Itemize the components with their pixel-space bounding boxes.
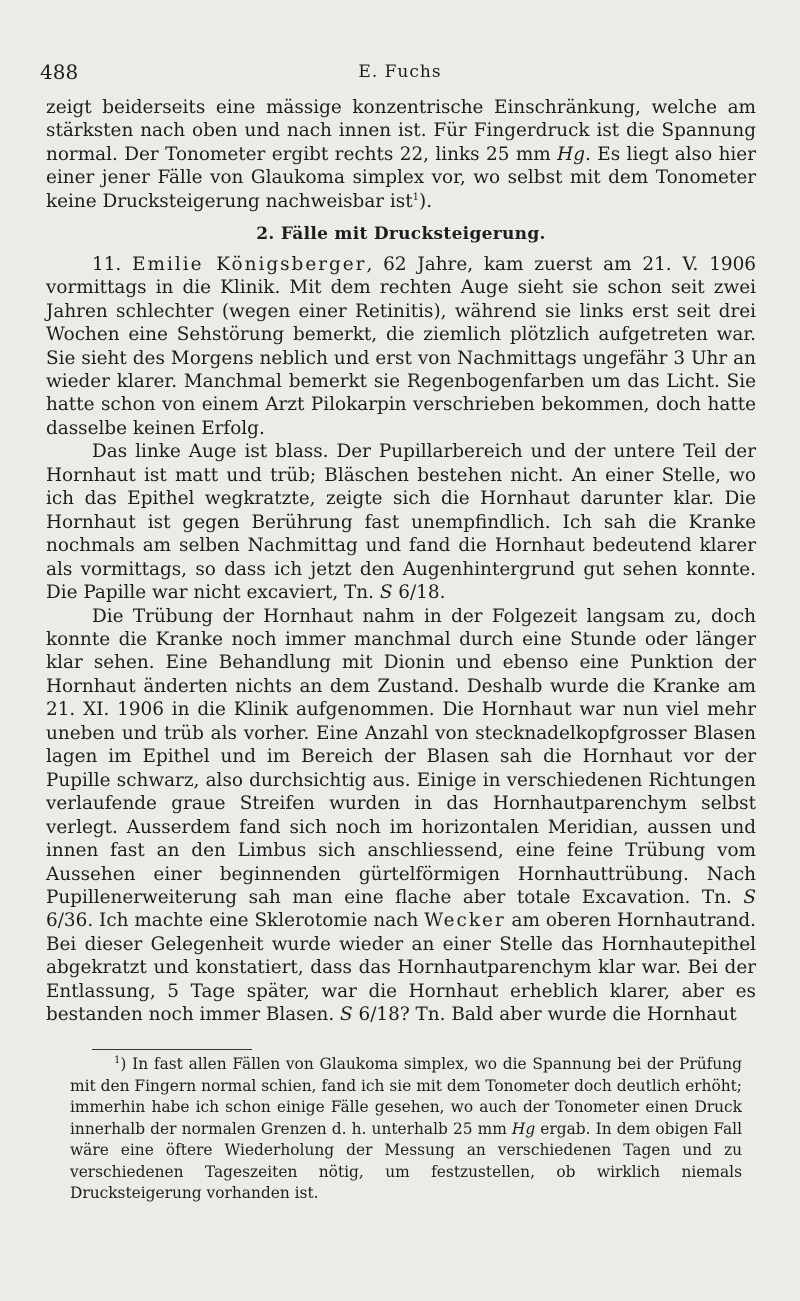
author-name: Wecker [424, 910, 506, 932]
footnotes [70, 1054, 742, 1205]
patient-name: Emilie Königsberger [132, 253, 367, 275]
page-number: 488 [40, 60, 79, 84]
body-text [46, 96, 756, 1027]
footnote-reference: 1 [412, 191, 420, 203]
page-header [40, 60, 760, 86]
paragraph-continuation: zeigt beiderseits eine mässige konzentrische Einschränkung, welche am stärksten nach oben und nach innen ist. Für Fingerdruck ist die Spannung normal. Der Tonometer ergibt rechts 22, links 25 mm Hg. Es liegt also hier einer jener Fälle von Glaukoma simplex vor, wo selbst mit dem Tonometer keine Drucksteigerung nachweisbar ist$^1$). [46, 97, 756, 212]
running-head: E. Fuchs [358, 62, 442, 82]
footnote-divider [92, 1049, 252, 1050]
paragraph-case-11: 11. Emilie Königsberger, 62 Jahre, kam zuerst am 21. V. 1906 vormittags in die Klinik. Mit dem rechten Auge sieht sie schon seit zwei Jahren schlechter (wegen einer Retinitis), während sie links erst seit drei Wochen eine Sehstörung bemerkt, die ziemlich plötzlich aufgetreten war. Sie sieht des Morgens neblich und erst von Nachmittags ungefähr 3 Uhr an wieder klarer. Manchmal bemerkt sie Regenbogenfarben um das Licht. Sie hatte schon von einem Arzt Pilokarpin verschrieben bekommen, doch hatte dasselbe keinen Erfolg. [46, 253, 756, 439]
paragraph-progression: Die Trübung der Hornhaut nahm in der Folgezeit langsam zu, doch konnte die Kranke noch immer manchmal durch eine Stunde oder länger klar sehen. Eine Behandlung mit Dionin und ebenso eine Punktion der Hornhaut änderten nichts an dem Zustand. Deshalb wurde die Kranke am 21. XI. 1906 in die Klinik aufgenommen. Die Hornhaut war nun viel mehr uneben und trüb als vorher. Eine Anzahl von stecknadelkopfgrosser Blasen lagen im Epithel und im Bereich der Blasen sah die Hornhaut vor der Pupille schwarz, also durchsichtig aus. Einige in verschiedenen Richtungen verlaufende graue Streifen wurden in das Hornhautparenchym selbst verlegt. Ausserdem fand sich noch im horizontalen Meridian, aussen und innen fast an den Limbus sich anschliessend, eine feine Trübung vom Aussehen einer beginnenden gürtelförmigen Hornhauttrübung. Nach Pupillenerweiterung sah man eine flache aber totale Excavation. Tn. S 6/36. Ich machte eine Sklerotomie nach Wecker am oberen Hornhautrand. Bei dieser Gelegenheit wurde wieder an einer Stelle das Hornhautepithel abgekratzt und konstatiert, dass das Hornhautparenchym klar war. Bei der Entlassung, 5 Tage später, war die Hornhaut erheblich klarer, aber es bestanden noch immer Blasen. S 6/18? Tn. Bald aber wurde die Hornhaut [46, 605, 756, 1026]
footnote-1: $^1$) In fast allen Fällen von Glaukoma simplex, wo die Spannung bei der Prüfung mit den Fingern normal schien, fand ich sie mit dem Tonometer doch deutlich erhöht; immerhin habe ich schon einige Fälle gesehen, wo auch der Tonometer einen Druck innerhalb der normalen Grenzen d. h. unterhalb 25 mm Hg ergab. In dem obigen Fall wäre eine öftere Wiederholung der Messung an verschiedenen Tagen und zu verschiedenen Tageszeiten nötig, um festzustellen, ob wirklich niemals Drucksteigerung vorhanden ist. [70, 1054, 743, 1202]
paragraph-left-eye: Das linke Auge ist blass. Der Pupillarbereich und der untere Teil der Hornhaut ist matt und trüb; Bläschen bestehen nicht. An einer Stelle, wo ich das Epithel wegkratzte, zeigte sich die Hornhaut darunter klar. Die Hornhaut ist gegen Berührung fast unempfindlich. Ich sah die Kranke nochmals am selben Nachmittag und fand die Hornhaut bedeutend klarer als vormittags, so dass ich jetzt den Augenhintergrund gut sehen konnte. Die Papille war nicht excaviert, Tn. S 6/18. [46, 441, 756, 604]
section-heading: 2. Fälle mit Drucksteigerung. [256, 224, 546, 245]
